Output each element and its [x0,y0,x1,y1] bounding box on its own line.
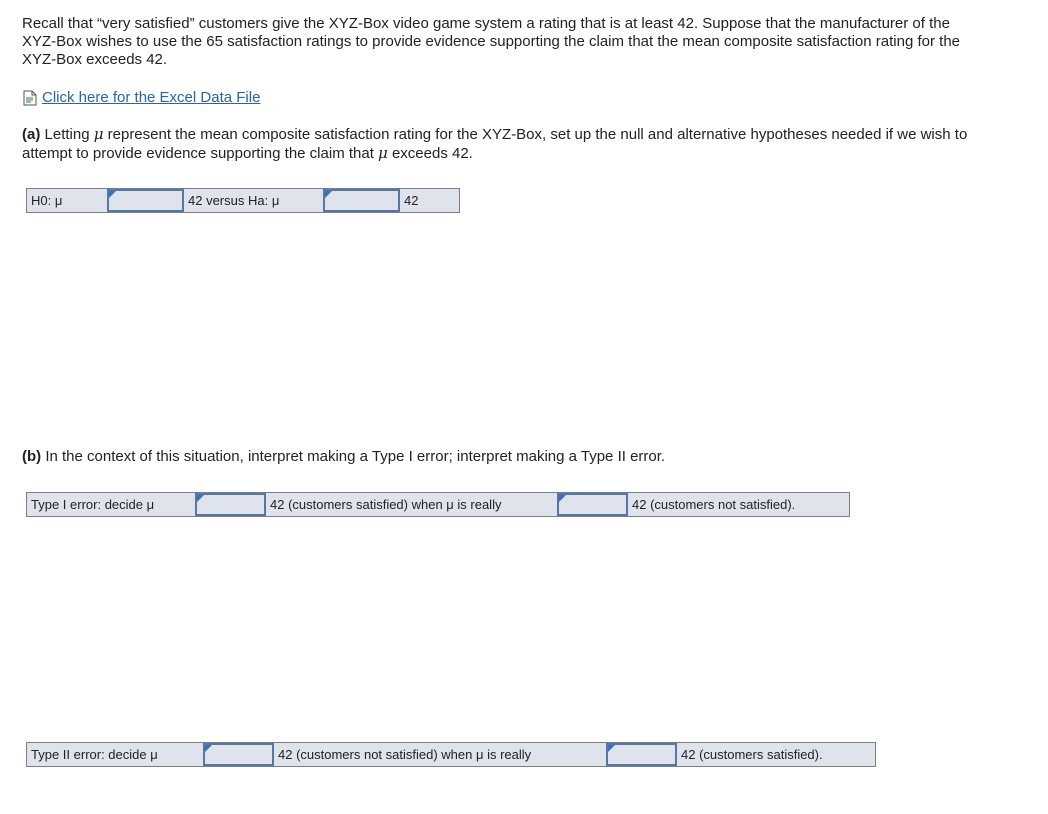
ha-value: 42 [404,193,419,208]
ha-label: 42 versus Ha: μ [188,193,280,208]
part-a-text-3: exceeds 42. [387,145,473,162]
excel-data-link-text: Click here for the Excel Data File [42,89,261,106]
part-a-text-1: Letting [40,126,94,143]
type-2-error-row [26,742,876,767]
excel-data-link[interactable] [22,89,260,107]
type-2-middle: 42 (customers not satisfied) when μ is really [278,747,532,762]
part-a-prompt [22,125,982,163]
part-b-label: (b) [22,448,42,465]
h0-label: H0: μ [31,193,63,208]
type-1-prefix: Type I error: decide μ [31,497,155,512]
part-b-text: In the context of this situation, interpret making a Type I error; interpret making a Type II error. [41,448,666,465]
type-2-prefix: Type II error: decide μ [31,747,158,762]
type-1-error-row [26,492,850,517]
h0-operator-select[interactable] [107,189,184,212]
mu-symbol-1: μ [93,125,104,143]
type-2-select-1[interactable] [203,743,274,766]
type-1-select-1[interactable] [195,493,266,516]
type-2-select-2[interactable] [606,743,677,766]
part-a-text-2: represent the mean composite satisfaction rating for the XYZ-Box, set up the null and alternative hypotheses needed if we wish to attempt to provide evidence supporting the claim that [22,126,968,162]
type-2-suffix: 42 (customers satisfied). [681,747,823,762]
type-1-middle: 42 (customers satisfied) when μ is really [270,497,502,512]
part-a-label: (a) [22,126,41,143]
part-b-prompt [22,448,982,466]
type-1-suffix: 42 (customers not satisfied). [632,497,796,512]
document-icon [22,90,38,106]
hypotheses-row [26,188,460,213]
type-1-select-2[interactable] [557,493,628,516]
problem-intro: Recall that “very satisfied” customers give the XYZ-Box video game system a rating that is at least 42. Suppose that the manufacturer of the XYZ-Box wishes to use the 65 satisfaction ratings to provide evidence supporting the claim that the mean composite satisfaction rating for the XYZ-Box exceeds 42. [22,15,960,68]
mu-symbol-2: μ [378,144,388,162]
ha-operator-select[interactable] [323,189,400,212]
